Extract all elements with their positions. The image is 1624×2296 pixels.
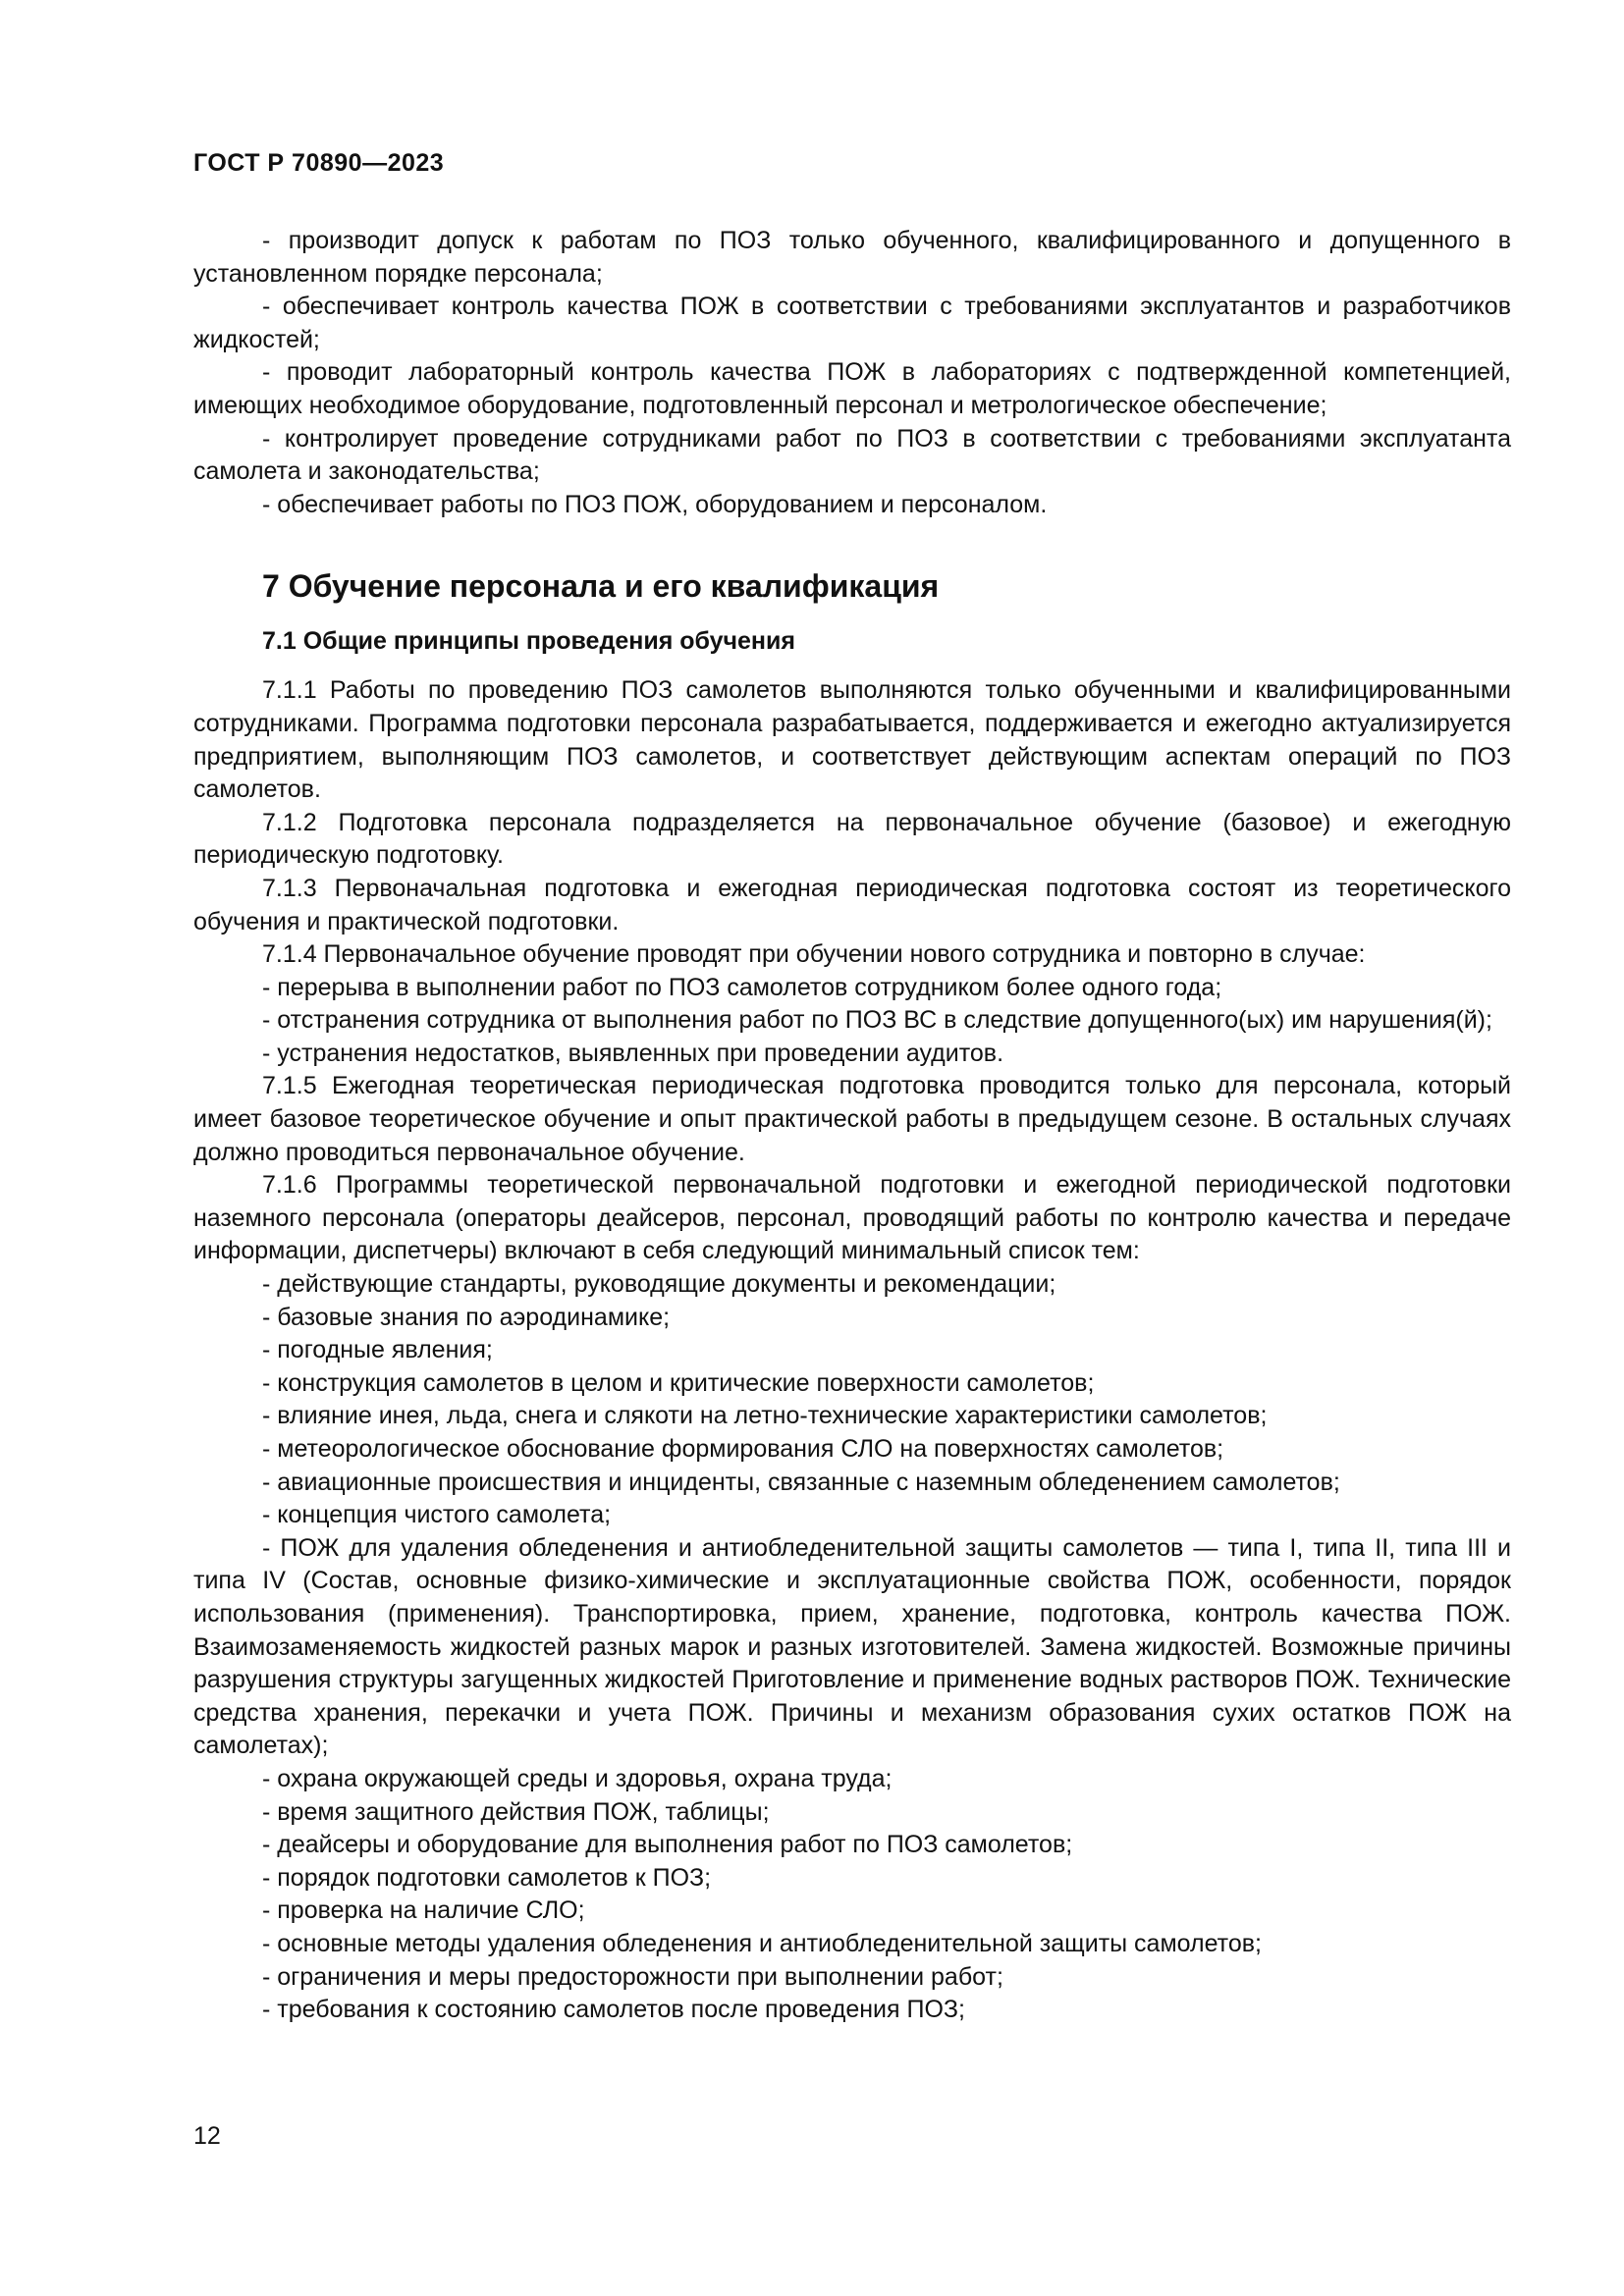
list-item: - влияние инея, льда, снега и слякоти на летно-технические характеристики самолетов; xyxy=(262,1402,1268,1430)
list-item: - базовые знания по аэродинамике; xyxy=(262,1303,671,1331)
subsection-title: 7.1 Общие принципы проведения обучения xyxy=(262,627,795,656)
list-item: - концепция чистого самолета; xyxy=(262,1501,612,1529)
list-item: - проверка на наличие СЛО; xyxy=(262,1896,585,1925)
list-item: - контролирует проведение сотрудниками работ по ПОЗ в соответствии с требованиями эксплуатанта самолета и законодательства; xyxy=(193,424,1511,486)
paragraph: 7.1.5 Ежегодная теоретическая периодическая подготовка проводится только для персонала, который имеет базовое теоретическое обучение и опыт практической работы в предыдущем сезоне. В остальных случаях должно проводиться первоначальное обучение. xyxy=(193,1072,1511,1166)
list-item: - ПОЖ для удаления обледенения и антиобледенительной защиты самолетов — типа I, типа II, типа III и типа IV (Состав, основные физико-химические и эксплуатационные свойства ПОЖ, особенности, порядок использования (применения). Транспортировка, прием, хранение, подготовка, контроль качества ПОЖ. Взаимозаменяемость жидкостей разных марок и разных изготовителей. Замена жидкостей. Возможные причины разрушения структуры загущенных жидкостей Приготовление и применение водных растворов ПОЖ. Технические средства хранения, перекачки и учета ПОЖ. Причины и механизм образования сухих остатков ПОЖ на самолетах); xyxy=(193,1533,1511,1760)
paragraph: 7.1.3 Первоначальная подготовка и ежегодная периодическая подготовка состоят из теоретического обучения и практической подготовки. xyxy=(193,874,1511,935)
list-item: - отстранения сотрудника от выполнения работ по ПОЗ ВС в следствие допущенного(ых) им нарушения(й); xyxy=(262,1006,1492,1035)
paragraph: 7.1.1 Работы по проведению ПОЗ самолетов выполняются только обученными и квалифицированными сотрудниками. Программа подготовки персонала разрабатывается, поддерживается и ежегодно актуализируется предприятием, выполняющим ПОЗ самолетов, и соответствует действующим аспектам операций по ПОЗ самолетов. xyxy=(193,676,1511,804)
paragraph: 7.1.2 Подготовка персонала подразделяется на первоначальное обучение (базовое) и ежегодную периодическую подготовку. xyxy=(193,808,1511,870)
list-item: - устранения недостатков, выявленных при проведении аудитов. xyxy=(262,1039,1004,1067)
list-item: - перерыва в выполнении работ по ПОЗ самолетов сотрудником более одного года; xyxy=(262,973,1222,1001)
list-item: - обеспечивает работы по ПОЗ ПОЖ, оборудованием и персоналом. xyxy=(262,490,1048,518)
section-title: 7 Обучение персонала и его квалификация xyxy=(262,568,940,605)
list-item: - метеорологическое обоснование формирования СЛО на поверхностях самолетов; xyxy=(262,1435,1224,1463)
list-item: - погодные явления; xyxy=(262,1336,493,1364)
list-item: - основные методы удаления обледенения и антиобледенительной защиты самолетов; xyxy=(262,1929,1262,1957)
document-header: ГОСТ Р 70890—2023 xyxy=(193,149,445,177)
list-item: - обеспечивает контроль качества ПОЖ в соответствии с требованиями эксплуатантов и разработчиков жидкостей; xyxy=(193,293,1511,353)
paragraph: 7.1.6 Программы теоретической первоначальной подготовки и ежегодной периодической подготовки наземного персонала (операторы деайсеров, персонал, проводящий работы по контролю качества и передаче информации, диспетчеры) включают в себя следующий минимальный список тем: xyxy=(193,1171,1511,1265)
list-item: - авиационные происшествия и инциденты, связанные с наземным обледенением самолетов; xyxy=(262,1468,1340,1496)
list-item: - ограничения и меры предосторожности при выполнении работ; xyxy=(262,1962,1003,1991)
paragraph: 7.1.4 Первоначальное обучение проводят при обучении нового сотрудника и повторно в случае: xyxy=(262,940,1366,969)
list-item: - деайсеры и оборудование для выполнения работ по ПОЗ самолетов; xyxy=(262,1831,1073,1859)
page-content xyxy=(193,225,1511,2027)
list-item: - требования к состоянию самолетов после проведения ПОЗ; xyxy=(262,1996,965,2024)
list-item: - производит допуск к работам по ПОЗ только обученного, квалифицированного и допущенного в установленном порядке персонала; xyxy=(193,227,1511,288)
list-item: - охрана окружающей среды и здоровья, охрана труда; xyxy=(262,1764,893,1792)
list-item: - действующие стандарты, руководящие документы и рекомендации; xyxy=(262,1270,1056,1299)
list-item: - порядок подготовки самолетов к ПОЗ; xyxy=(262,1863,712,1892)
list-item: - конструкция самолетов в целом и критические поверхности самолетов; xyxy=(262,1368,1095,1397)
list-item: - время защитного действия ПОЖ, таблицы; xyxy=(262,1797,770,1826)
list-item: - проводит лабораторный контроль качества ПОЖ в лабораториях с подтвержденной компетенцией, имеющих необходимое оборудование, подготовленный персонал и метрологическое обеспечение; xyxy=(193,358,1511,419)
page-number: 12 xyxy=(193,2122,221,2150)
